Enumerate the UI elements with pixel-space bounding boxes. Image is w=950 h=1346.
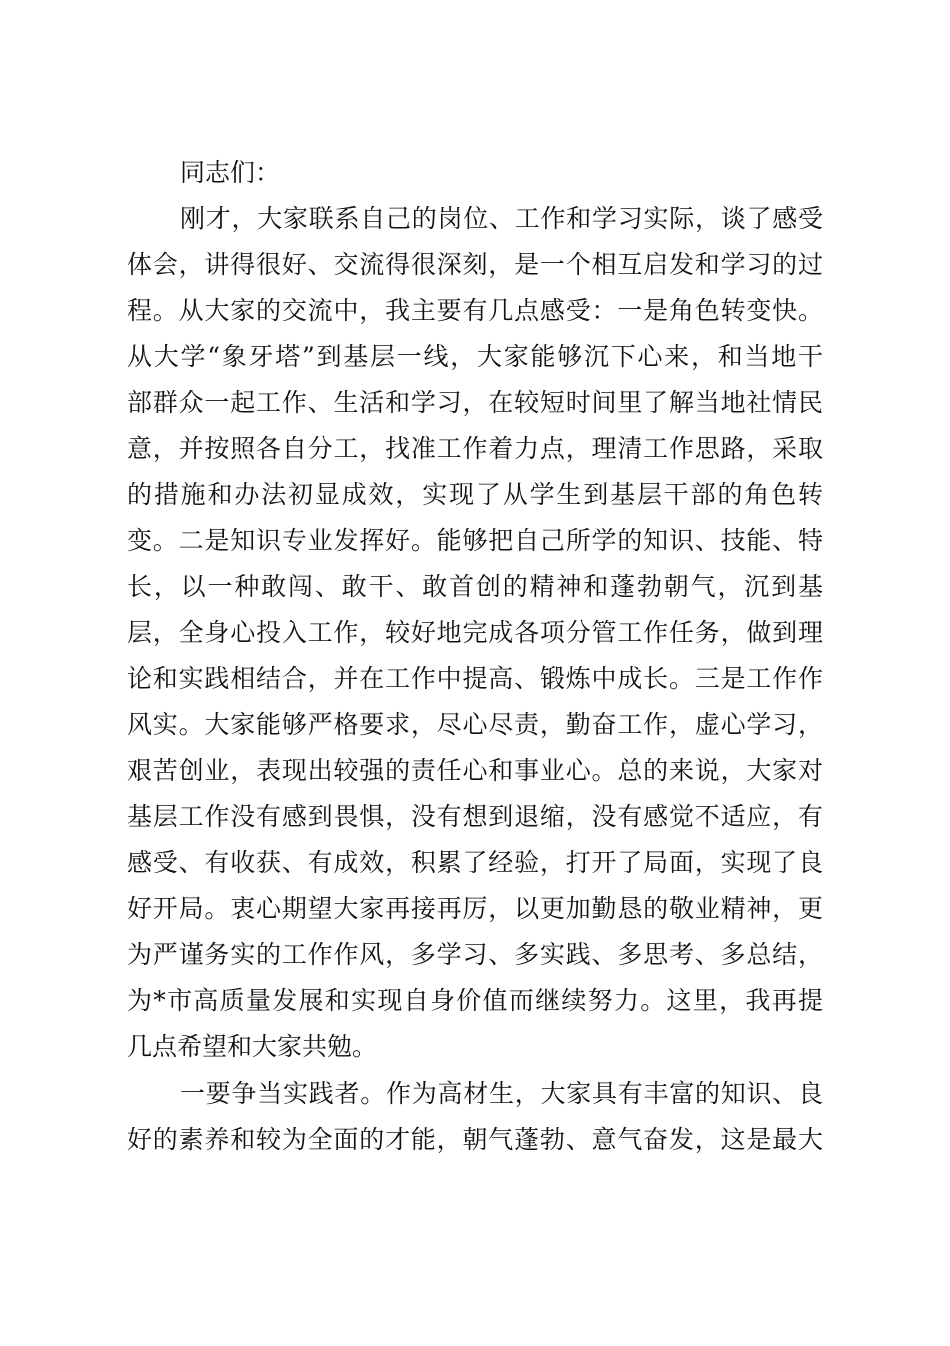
paragraph-line: 艰苦创业，表现出较强的责任心和事业心。总的来说，大家对 [127, 756, 823, 785]
paragraph-line: 的措施和办法初显成效，实现了从学生到基层干部的角色转 [127, 480, 823, 509]
paragraph-line: 几点希望和大家共勉。 [127, 1032, 378, 1061]
paragraph-line: 层，全身心投入工作，较好地完成各项分管工作任务，做到理 [127, 618, 823, 647]
paragraph-line: 意，并按照各自分工，找准工作着力点，理清工作思路，采取 [127, 434, 823, 463]
paragraph-line: 刚才，大家联系自己的岗位、工作和学习实际，谈了感受 [180, 204, 823, 233]
paragraph-line: 好的素养和较为全面的才能，朝气蓬勃、意气奋发，这是最大 [127, 1125, 823, 1154]
paragraph-line: 风实。大家能够严格要求，尽心尽责，勤奋工作，虚心学习， [127, 710, 823, 739]
paragraph-line: 部群众一起工作、生活和学习，在较短时间里了解当地社情民 [127, 388, 823, 417]
paragraph-line: 体会，讲得很好、交流得很深刻，是一个相互启发和学习的过 [127, 250, 823, 279]
paragraph-line: 为*市高质量发展和实现自身价值而继续努力。这里，我再提 [127, 986, 823, 1015]
paragraph-line: 好开局。衷心期望大家再接再厉，以更加勤恳的敬业精神，更 [127, 894, 823, 923]
paragraph-line: 论和实践相结合，并在工作中提高、锻炼中成长。三是工作作 [127, 664, 823, 693]
paragraph-line: 一要争当实践者。作为高材生，大家具有丰富的知识、良 [180, 1079, 823, 1108]
paragraph-line: 基层工作没有感到畏惧，没有想到退缩，没有感觉不适应，有 [127, 802, 823, 831]
paragraph-line: 变。二是知识专业发挥好。能够把自己所学的知识、技能、特 [127, 526, 823, 555]
paragraph-line: 感受、有收获、有成效，积累了经验，打开了局面，实现了良 [127, 848, 823, 877]
paragraph-line: 从大学“象牙塔”到基层一线，大家能够沉下心来，和当地干 [127, 342, 823, 371]
paragraph-line: 为严谨务实的工作作风，多学习、多实践、多思考、多总结， [127, 940, 823, 969]
salutation: 同志们： [180, 158, 281, 187]
paragraph-line: 程。从大家的交流中，我主要有几点感受：一是角色转变快。 [127, 296, 823, 325]
paragraph-line: 长，以一种敢闯、敢干、敢首创的精神和蓬勃朝气，沉到基 [127, 572, 823, 601]
